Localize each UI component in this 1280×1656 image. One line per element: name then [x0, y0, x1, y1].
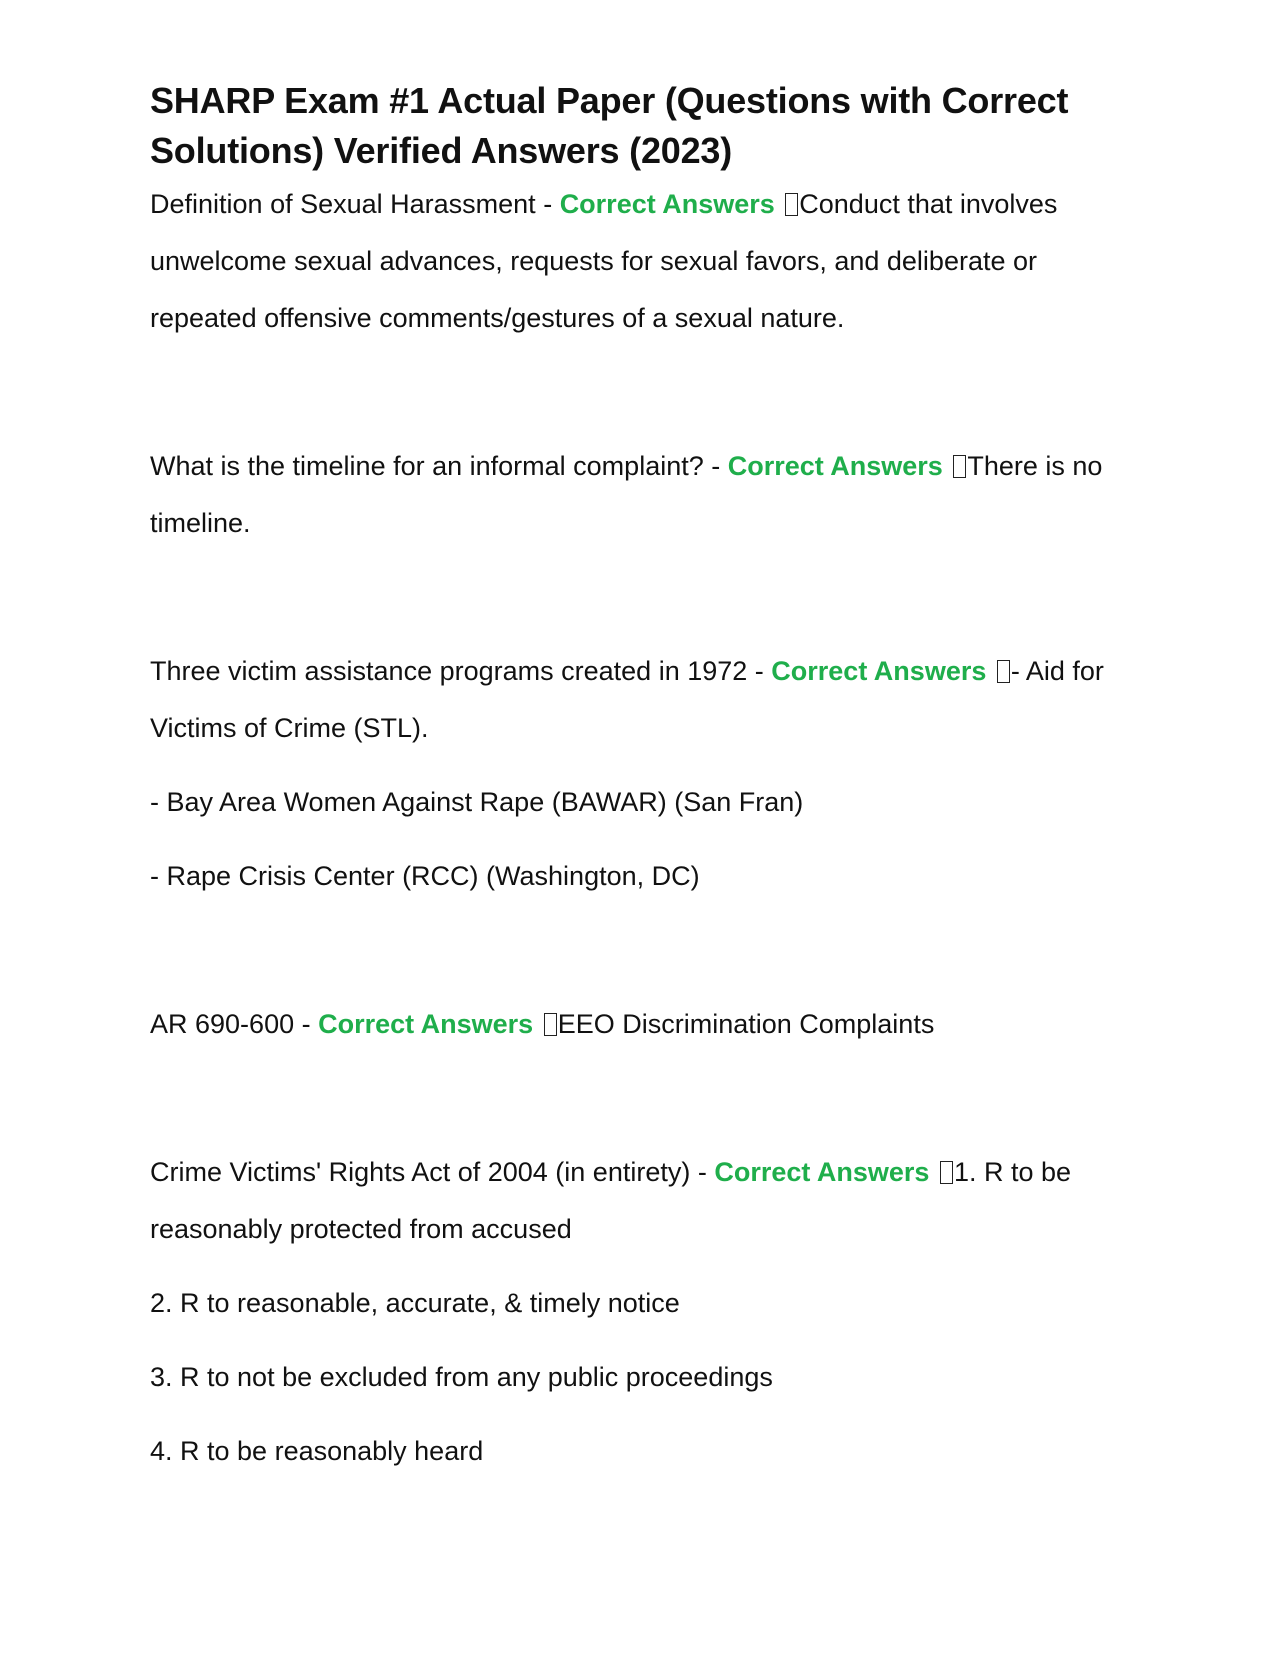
qa-entry: Crime Victims' Rights Act of 2004 (in entirety) - Correct Answers 1. R to be reasonably protected from accused [150, 1157, 1072, 1244]
answer-line: 4. R to be reasonably heard [150, 1436, 484, 1466]
correct-answers-label: Correct Answers [727, 451, 943, 481]
missing-glyph-icon [940, 1161, 953, 1184]
correct-answers-label: Correct Answers [771, 656, 987, 686]
correct-answers-label: Correct Answers [559, 189, 775, 219]
answer-text: - Aid for Victims of Crime (STL). [150, 656, 1104, 743]
answer-line: - Rape Crisis Center (RCC) (Washington, DC) [150, 861, 700, 891]
missing-glyph-icon [997, 660, 1010, 683]
question-text: What is the timeline for an informal complaint? [150, 451, 704, 481]
question-text: Crime Victims' Rights Act of 2004 (in entirety) [150, 1157, 691, 1187]
answer-line: 3. R to not be excluded from any public proceedings [150, 1362, 773, 1392]
answer-text: 1. R to be reasonably protected from accused [150, 1157, 1072, 1244]
missing-glyph-icon [953, 455, 966, 478]
document-page [150, 76, 1130, 1480]
question-text: AR 690-600 [150, 1009, 295, 1039]
document-title: SHARP Exam #1 Actual Paper (Questions with Correct Solutions) Verified Answers (2023) [150, 80, 1069, 171]
missing-glyph-icon [785, 193, 798, 216]
missing-glyph-icon [544, 1013, 557, 1036]
correct-answers-label: Correct Answers [318, 1009, 534, 1039]
qa-entry: AR 690-600 - Correct Answers EEO Discrimination Complaints [150, 1009, 935, 1039]
qa-entry: What is the timeline for an informal complaint? - Correct Answers There is no timeline. [150, 451, 1103, 538]
answer-line: 2. R to reasonable, accurate, & timely notice [150, 1288, 680, 1318]
question-text: Definition of Sexual Harassment [150, 189, 536, 219]
answer-text: There is no timeline. [150, 451, 1103, 538]
answer-line: - Bay Area Women Against Rape (BAWAR) (San Fran) [150, 787, 804, 817]
qa-entry: Three victim assistance programs created in 1972 - Correct Answers - Aid for Victims of Crime (STL). [150, 656, 1104, 743]
correct-answers-label: Correct Answers [714, 1157, 930, 1187]
question-text: Three victim assistance programs created in 1972 [150, 656, 748, 686]
answer-text: Conduct that involves unwelcome sexual advances, requests for sexual favors, and deliberate or repeated offensive comments/gestures of a sexual nature. [150, 189, 1058, 333]
qa-entry: Definition of Sexual Harassment - Correct Answers Conduct that involves unwelcome sexual advances, requests for sexual favors, and deliberate or repeated offensive comments/gestures of a sexual nature. [150, 189, 1058, 333]
answer-text: EEO Discrimination Complaints [557, 1009, 935, 1039]
